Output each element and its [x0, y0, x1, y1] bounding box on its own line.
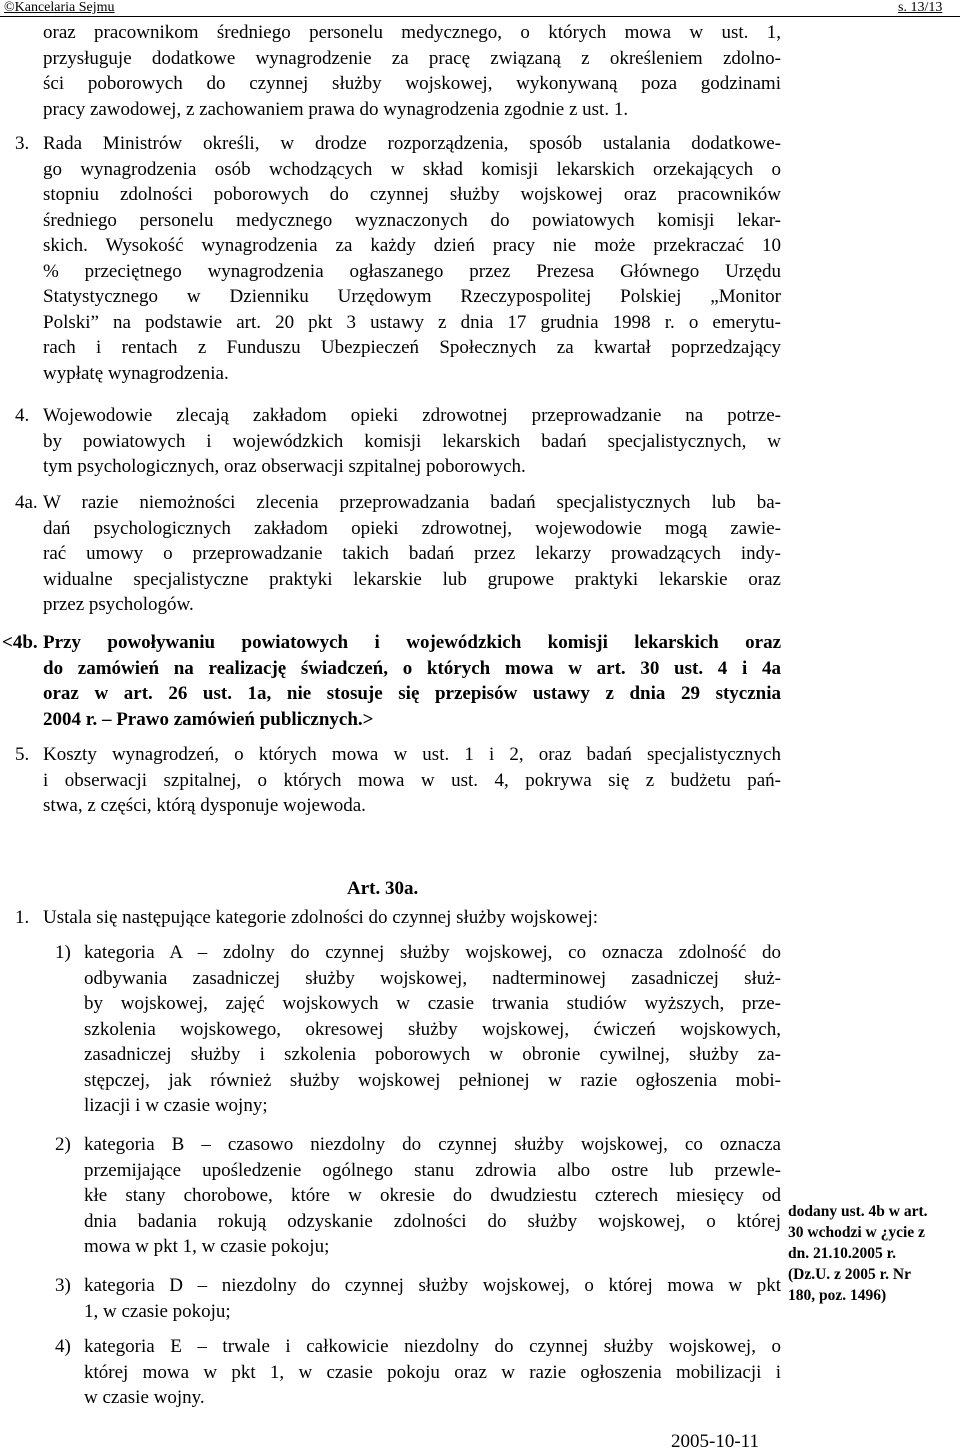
text-line: szkolenia wojskowego, okresowej służby wojskowej, ćwiczeń wojskowych,	[84, 1018, 781, 1040]
paragraph-4	[43, 403, 781, 480]
item-number: 4)	[55, 1336, 71, 1357]
text-line: kategoria A – zdolny do czynnej służby wojskowej, co oznacza zdolność do	[84, 942, 781, 963]
paragraph-number: 4a.	[15, 492, 38, 513]
item-number: 2)	[55, 1134, 71, 1155]
note-line: 180, poz. 1496)	[788, 1287, 887, 1304]
text-line: oraz pracownikom średniego personelu medycznego, o których mowa w ust. 1,	[43, 22, 781, 43]
footer-date: 2005-10-11	[671, 1431, 759, 1452]
text-line: oraz w art. 26 ust. 1a, nie stosuje się przepisów ustawy z dnia 29 stycznia	[43, 683, 781, 704]
text-line: średniego personelu medycznego wyznaczonych do powiatowych komisji lekar-	[43, 209, 781, 231]
text-line: przemijające upośledzenie ogólnego stanu zdrowia albo ostre lub przewle-	[84, 1159, 781, 1181]
text-line: by powiatowych i wojewódzkich komisji lekarskich badań specjalistycznych, w	[43, 430, 781, 452]
text-line: odbywania zasadniczej służby wojskowej, nadterminowej zasadniczej służ-	[84, 967, 781, 989]
text-line: Przy powoływaniu powiatowych i wojewódzkich komisji lekarskich oraz	[43, 632, 781, 653]
text-line: lizacji i w czasie wojny;	[84, 1095, 268, 1116]
margin-note	[788, 1201, 958, 1306]
text-line: rać umowy o przeprowadzanie takich badań przez lekarzy prowadzących indy-	[43, 543, 781, 564]
text-line: 2004 r. – Prawo zamówień publicznych.>	[43, 708, 374, 730]
paragraph-number: <4b.	[2, 632, 38, 653]
text-line: Polski” na podstawie art. 20 pkt 3 ustawy z dnia 17 grudnia 1998 r. o emerytu-	[43, 311, 781, 333]
category-b-item	[84, 1132, 781, 1260]
paragraph-2-continuation	[43, 20, 781, 122]
text-line: pracy zawodowej, z zachowaniem prawa do wynagrodzenia zgodnie z ust. 1.	[43, 98, 629, 120]
text-line: Wojewodowie zlecają zakładom opieki zdrowotnej przeprowadzanie na potrze-	[43, 405, 781, 426]
item-number: 1)	[55, 942, 71, 963]
header-rule	[0, 16, 960, 17]
text-line: Rada Ministrów określi, w drodze rozporządzenia, sposób ustalania dodatkowe-	[43, 133, 781, 154]
article-heading: Art. 30a.	[347, 878, 419, 899]
text-line: do zamówień na realizację świadczeń, o których mowa w art. 30 ust. 4 i 4a	[43, 657, 781, 679]
text-line: widualne specjalistyczne praktyki lekarskie lub grupowe praktyki lekarskie oraz	[43, 568, 781, 590]
category-d-item	[84, 1273, 781, 1324]
paragraph-number: 3.	[15, 133, 30, 154]
note-line: 30 wchodzi w ¿ycie z	[788, 1224, 925, 1241]
paragraph-4a	[43, 490, 781, 618]
page-number: s. 13/13	[898, 0, 943, 15]
text-line: stopniu zdolności poborowych do czynnej służby wojskowej oraz pracowników	[43, 184, 781, 205]
article-intro: Ustala się następujące kategorie zdolności do czynnej służby wojskowej:	[43, 907, 599, 928]
item-number: 3)	[55, 1275, 71, 1296]
paragraph-number: 5.	[15, 744, 30, 765]
source-label: ©Kancelaria Sejmu	[4, 0, 115, 15]
paragraph-number: 4.	[15, 405, 30, 426]
text-line: Statystycznego w Dzienniku Urzędowym Rzeczypospolitej Polskiej „Monitor	[43, 286, 781, 307]
text-line: i obserwacji szpitalnej, o których mowa w ust. 4, pokrywa się z budżetu pań-	[43, 769, 781, 791]
text-line: ści poborowych do czynnej służby wojskowej, wykonywaną poza godzinami	[43, 73, 781, 94]
text-line: w czasie wojny.	[84, 1387, 205, 1408]
note-line: (Dz.U. z 2005 r. Nr	[788, 1266, 911, 1283]
note-line: dn. 21.10.2005 r.	[788, 1245, 896, 1262]
paragraph-5	[43, 742, 781, 819]
text-line: dań psychologicznych zakładom opieki zdrowotnej, wojewodowie mogą zawie-	[43, 517, 781, 539]
text-line: mowa w pkt 1, w czasie pokoju;	[84, 1236, 330, 1257]
text-line: Koszty wynagrodzeń, o których mowa w ust. 1 i 2, oraz badań specjalistycznych	[43, 744, 781, 765]
text-line: go wynagrodzenia osób wchodzących w skład komisji lekarskich orzekających o	[43, 158, 781, 180]
category-a-item	[84, 940, 781, 1119]
text-line: W razie niemożności zlecenia przeprowadzania badań specjalistycznych lub ba-	[43, 492, 781, 513]
text-line: zasadniczej służby i szkolenia poborowych w obronie cywilnej, służby za-	[84, 1044, 781, 1065]
text-line: by wojskowej, zajęć wojskowych w czasie trwania studiów wyższych, prze-	[84, 993, 781, 1014]
paragraph-4b	[43, 630, 781, 732]
paragraph-number: 1.	[15, 907, 30, 928]
page-header	[0, 0, 960, 18]
note-line: dodany ust. 4b w art.	[788, 1203, 928, 1220]
text-line: dnia badania rokują odzyskanie zdolności do służby wojskowej, o której	[84, 1210, 781, 1232]
category-e-item	[84, 1334, 781, 1411]
text-line: kategoria B – czasowo niezdolny do czynnej służby wojskowej, co oznacza	[84, 1134, 781, 1155]
text-line: % przeciętnego wynagrodzenia ogłaszanego przez Prezesa Głównego Urzędu	[43, 260, 781, 282]
text-line: kategoria D – niezdolny do czynnej służby wojskowej, o której mowa w pkt	[84, 1275, 781, 1296]
text-line: przysługuje dodatkowe wynagrodzenie za pracę związaną z określeniem zdolno-	[43, 47, 781, 69]
text-line: rach i rentach z Funduszu Ubezpieczeń Społecznych za kwartał poprzedzający	[43, 337, 781, 358]
text-line: tym psychologicznych, oraz obserwacji szpitalnej poborowych.	[43, 456, 526, 477]
text-line: 1, w czasie pokoju;	[84, 1300, 231, 1322]
text-line: stwa, z części, którą dysponuje wojewoda.	[43, 795, 366, 816]
paragraph-3	[43, 131, 781, 386]
text-line: przez psychologów.	[43, 594, 194, 615]
text-line: skich. Wysokość wynagrodzenia za każdy dzień pracy nie może przekraczać 10	[43, 235, 781, 256]
text-line: wypłatę wynagrodzenia.	[43, 362, 229, 384]
text-line: stępczej, jak również służby wojskowej pełnionej w razie ogłoszenia mobi-	[84, 1069, 781, 1091]
text-line: kłe stany chorobowe, które w okresie do dwudziestu czterech miesięcy od	[84, 1185, 781, 1206]
text-line: kategoria E – trwale i całkowicie niezdolny do czynnej służby wojskowej, o	[84, 1336, 781, 1357]
text-line: której mowa w pkt 1, w czasie pokoju oraz w razie ogłoszenia mobilizacji i	[84, 1361, 781, 1383]
